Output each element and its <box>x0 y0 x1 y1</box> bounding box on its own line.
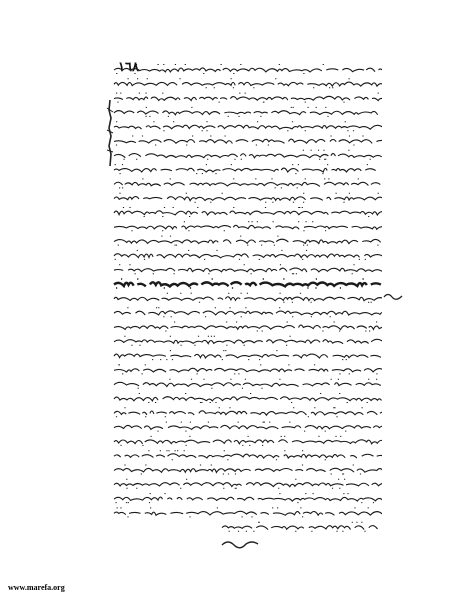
manuscript-line <box>222 522 381 531</box>
manuscript-line <box>114 508 382 517</box>
manuscript-line <box>114 465 382 474</box>
manuscript-line <box>114 408 382 417</box>
manuscript-line <box>114 322 382 331</box>
manuscript-line <box>114 436 382 445</box>
manuscript-line <box>114 365 382 374</box>
manuscript-line <box>114 65 382 74</box>
manuscript-line <box>114 179 380 188</box>
manuscript-lines <box>112 62 382 534</box>
footer-url: www.marefa.org <box>8 583 65 592</box>
catchword <box>220 534 260 546</box>
manuscript-line <box>114 293 382 302</box>
manuscript-line <box>114 422 382 431</box>
manuscript-line <box>114 494 382 503</box>
manuscript-line <box>114 165 380 174</box>
manuscript-line <box>114 222 382 231</box>
manuscript-line <box>114 250 382 259</box>
manuscript-line <box>114 379 381 388</box>
manuscript-heading-line <box>114 279 382 288</box>
right-margin-mark <box>383 286 403 296</box>
manuscript-line <box>114 193 382 202</box>
manuscript-line <box>114 122 382 131</box>
manuscript-text-block <box>112 62 382 534</box>
manuscript-line <box>114 93 382 102</box>
margin-mark-glyph <box>383 291 403 301</box>
manuscript-line <box>114 451 382 460</box>
manuscript-line <box>114 308 382 317</box>
manuscript-line <box>114 150 382 159</box>
manuscript-line <box>114 479 382 488</box>
catchword-glyph <box>220 537 260 549</box>
manuscript-line <box>114 265 382 274</box>
manuscript-line <box>114 107 380 116</box>
manuscript-line <box>114 79 382 88</box>
manuscript-line <box>114 336 382 345</box>
manuscript-line <box>114 136 382 145</box>
manuscript-line <box>114 236 381 245</box>
manuscript-line <box>114 394 382 403</box>
page-number: ١٦٨ <box>118 60 139 75</box>
manuscript-line <box>114 208 382 217</box>
manuscript-line <box>114 351 381 360</box>
